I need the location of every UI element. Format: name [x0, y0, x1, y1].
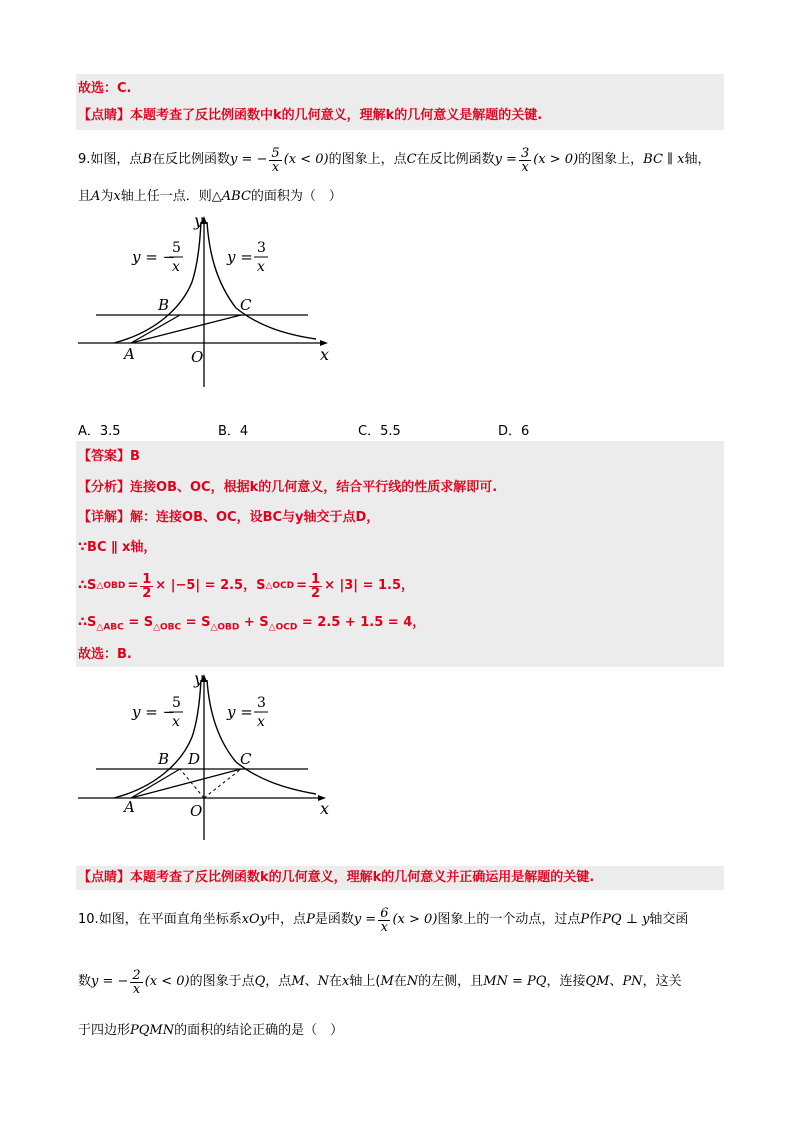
- q9-text-d: 在反比例函数: [416, 152, 495, 167]
- fig1-eq-right-lhs: y =: [227, 248, 253, 266]
- q9-bc-parallel: BC ∥ x: [643, 152, 685, 167]
- fig2-label-y: y: [194, 670, 204, 688]
- q10-line1: 10. 如图，在平面直角坐标系 xOy 中，点 P 是函数 y = $\frac{6}{x}$ (x > 0) 图象上的一个动点，过点 P 作 PQ ⊥ y 轴交函: [78, 905, 689, 935]
- q9-triangle: △ABC: [211, 189, 251, 204]
- fig2-label-D: D: [188, 750, 201, 768]
- fig1-label-B: B: [158, 296, 170, 314]
- q10-number: 10.: [78, 912, 99, 927]
- fig1-eq-left-den: x: [172, 259, 180, 275]
- figure-hyperbola-2: [76, 670, 332, 844]
- q9-f1-condition: (x < 0): [283, 152, 329, 167]
- fig2-label-A: A: [124, 798, 135, 816]
- comment-text: 本题考查了反比例函数中k的几何意义，理解k的几何意义是解题的关键.: [130, 108, 543, 123]
- fig2-eq-right-num: 3: [257, 695, 266, 711]
- fig1-label-O: O: [191, 348, 204, 366]
- q10-line3: 于四边形PQMN的面积的结论正确的是（ ）: [78, 1023, 344, 1038]
- fig1-label-C: C: [240, 296, 252, 314]
- fig2-label-B: B: [158, 750, 170, 768]
- fig2-eq-left-lhs: y = −: [132, 703, 176, 721]
- comment-tag: 【点睛】: [78, 108, 131, 123]
- q9-text-b: 在反比例函数: [151, 152, 230, 167]
- fig2-eq-left-den: x: [172, 714, 180, 730]
- fig1-label-A: A: [124, 345, 135, 363]
- option-D[interactable]: D．6: [498, 424, 530, 439]
- q9-point-B: B: [142, 152, 152, 167]
- detail-line: 【详解】解：连接OB、OC，设BC与y轴交于点D，: [78, 510, 380, 525]
- prev-answer-line: 故选：C.: [78, 81, 132, 96]
- q9-f1-fraction: $\frac{5}{x}$: [271, 145, 280, 175]
- q9-line1: [78, 142, 711, 178]
- q9-f1-lhs: y = −: [230, 152, 268, 167]
- fig1-eq-left-num: 5: [172, 240, 181, 256]
- q9-number: 9.: [78, 152, 91, 167]
- segment-OB: [180, 769, 204, 798]
- q9-f2-lhs: y =: [494, 152, 517, 167]
- fig2-eq-left-num: 5: [172, 695, 181, 711]
- fig2-eq-right-den: x: [257, 714, 265, 730]
- segment-AC: [131, 769, 241, 798]
- fig1-label-x: x: [320, 345, 330, 364]
- figure-hyperbola-1: [76, 212, 336, 392]
- prev-comment: [78, 107, 542, 125]
- option-C[interactable]: C．5.5: [358, 424, 401, 439]
- q9-point-C: C: [406, 152, 417, 167]
- q9-f2-condition: (x > 0): [533, 152, 579, 167]
- step-1: ∵BC ∥ x轴，: [78, 540, 157, 555]
- fig1-eq-left-lhs: y = −: [132, 248, 176, 266]
- final-answer: 故选：B.: [78, 647, 132, 662]
- fig2-label-O: O: [190, 802, 203, 820]
- q9-line2: 且A为x轴上任一点．则△ABC的面积为（ ）: [78, 189, 342, 204]
- q9-text-f: 轴，: [684, 152, 711, 167]
- q10-g-fraction: $\frac{2}{x}$: [132, 967, 141, 997]
- fig2-label-x: x: [320, 799, 330, 818]
- comment-line: 【点睛】本题考查了反比例函数k的几何意义，理解k的几何意义并正确运用是解题的关键.: [78, 870, 595, 885]
- fig1-eq-right-num: 3: [257, 240, 266, 256]
- answer-line: 【答案】B: [78, 449, 140, 464]
- option-A[interactable]: A．3.5: [78, 424, 121, 439]
- left-branch: [114, 222, 201, 343]
- fig1-eq-right-den: x: [257, 259, 265, 275]
- q9-f2-fraction: $\frac{3}{x}$: [520, 145, 530, 175]
- analysis-line: 【分析】连接OB、OC，根据k的几何意义，结合平行线的性质求解即可.: [78, 480, 498, 495]
- left-branch: [114, 680, 201, 798]
- fig2-eq-right-lhs: y =: [227, 703, 253, 721]
- step-3: $\therefore S_{\triangle ABC} = S_{\triangle OBC} = S_{\triangle OBD} + S_{\triangle OCD} = 2.5 + 1.5 = 4$，: [78, 615, 426, 633]
- segment-AB: [131, 769, 180, 798]
- q9-text-a: 如图，点: [90, 152, 143, 167]
- segment-AB: [131, 315, 180, 343]
- step-2: ∴S △OBD = $\frac{1}{2}$ × |−5| = 2.5，S △OCD = $\frac{1}{2}$ × |3| = 1.5，: [78, 571, 415, 601]
- q10-line2: 数 y = − $\frac{2}{x}$ (x < 0) 的图象于点 Q ，点 M 、 N 在 x 轴上 ( M 在 N 的左侧，且 MN = PQ ，连接 QM 、 PN ，这关: [78, 967, 682, 997]
- q10-f-fraction: $\frac{6}{x}$: [380, 905, 389, 935]
- q9-text-e: 的图象上，: [578, 152, 644, 167]
- fig2-label-C: C: [240, 750, 252, 768]
- q9-text-c: 的图象上，点: [328, 152, 407, 167]
- fig1-label-y: y: [194, 212, 204, 230]
- option-B[interactable]: B．4: [218, 424, 249, 439]
